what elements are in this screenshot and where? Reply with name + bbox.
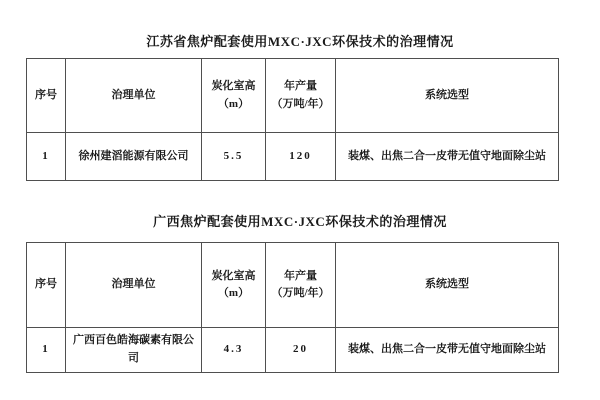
cell-company: 广西百色皓海碳素有限公司: [66, 328, 202, 373]
header-annual-output-line2: （万吨/年）: [271, 97, 330, 110]
table2-title: 广西焦炉配套使用MXC·JXC环保技术的治理情况: [153, 214, 447, 229]
header-system-type: 系统选型: [336, 243, 559, 328]
header-chamber-height-line2: （m）: [217, 97, 250, 110]
table-row: [27, 133, 559, 181]
header-annual-output-line1: 年产量: [284, 80, 317, 93]
header-company: 治理单位: [66, 59, 202, 133]
cell-system-type: 装煤、出焦二合一皮带无值守地面除尘站: [336, 328, 559, 373]
table-header-row: [27, 59, 559, 133]
cell-index: 1: [27, 328, 66, 373]
header-chamber-height: [202, 243, 266, 328]
header-annual-output-line1: 年产量: [284, 269, 317, 282]
header-annual-output: [266, 243, 336, 328]
cell-company: 徐州建滔能源有限公司: [66, 133, 202, 181]
header-chamber-height: [202, 59, 266, 133]
header-chamber-height-line1: 炭化室高: [211, 80, 256, 93]
header-annual-output-line2: （万吨/年）: [271, 287, 330, 299]
header-chamber-height-line1: 炭化室高: [211, 269, 256, 282]
header-company: 治理单位: [66, 243, 202, 328]
cell-chamber-height: 4.3: [202, 328, 266, 373]
table-guangxi: [26, 242, 559, 373]
header-system-type: 系统选型: [336, 59, 559, 133]
cell-annual-output: 20: [266, 328, 336, 373]
cell-chamber-height: 5.5: [202, 133, 266, 181]
header-index: 序号: [27, 59, 66, 133]
table1-title: 江苏省焦炉配套使用MXC·JXC环保技术的治理情况: [146, 34, 454, 49]
cell-index: 1: [27, 133, 66, 181]
table-jiangsu: [26, 58, 559, 181]
header-annual-output: [266, 59, 336, 133]
cell-annual-output: 120: [266, 133, 336, 181]
table-row: [27, 328, 559, 373]
header-index: 序号: [27, 243, 66, 328]
header-chamber-height-line2: （m）: [217, 287, 250, 299]
cell-system-type: 装煤、出焦二合一皮带无值守地面除尘站: [336, 133, 559, 181]
table-header-row: [27, 243, 559, 328]
